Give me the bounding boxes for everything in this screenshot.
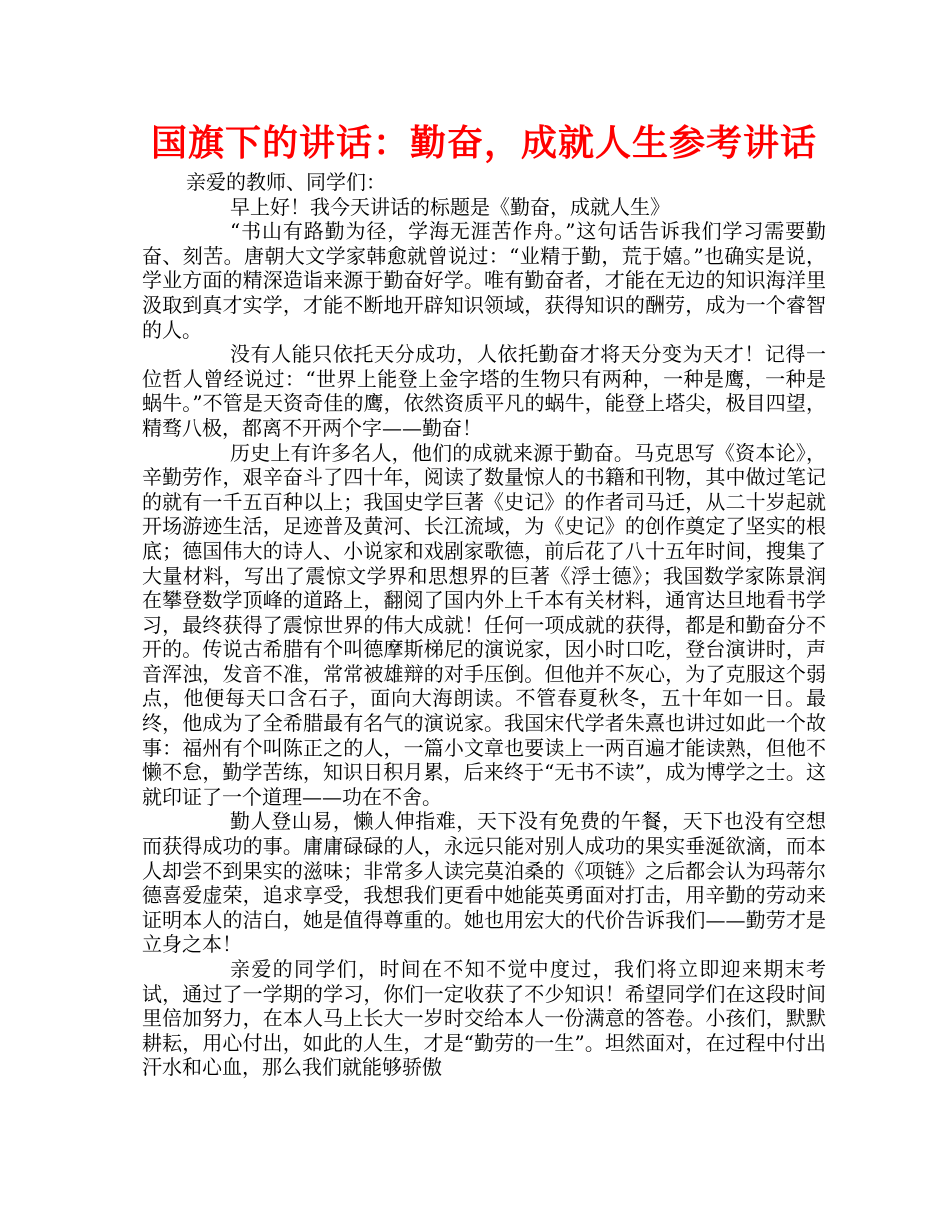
document-body <box>142 170 826 1080</box>
document-page <box>142 118 826 1080</box>
paragraph-history: 历史上有许多名人，他们的成就来源于勤奋。马克思写《资本论》，辛勤劳作，艰辛奋斗了四十年，阅读了数量惊人的书籍和刊物，其中做过笔记的就有一千五百种以上；我国史学巨著《史记》的作者司马迁，从二十岁起就开场游迹生活，足迹普及黄河、长江流域，为《史记》的创作奠定了坚实的根底；德国伟大的诗人、小说家和戏剧家歌德，前后花了八十五年时间，搜集了大量材料，写出了震惊文学界和思想界的巨著《浮士德》；我国数学家陈景润在攀登数学顶峰的道路上，翻阅了国内外上千本有关材料，通宵达旦地看书学习，最终获得了震惊世界的伟大成就！任何一项成就的获得，都是和勤奋分不开的。传说古希腊有个叫德摩斯梯尼的演说家，因小时口吃，登台演讲时，声音浑浊，发音不准，常常被雄辩的对手压倒。但他并不灰心，为了克服这个弱点，他便每天口含石子，面向大海朗读。不管春夏秋冬，五十年如一日。最终，他成为了全希腊最有名气的演说家。我国宋代学者朱熹也讲过如此一个故事：福州有个叫陈正之的人，一篇小文章也要读上一两百遍才能读熟，但他不懒不怠，勤学苦练，知识日积月累，后来终于“无书不读”，成为博学之士。这就印证了一个道理——功在不舍。 <box>142 440 826 809</box>
paragraph-effort: 勤人登山易，懒人伸指难，天下没有免费的午餐，天下也没有空想而获得成功的事。庸庸碌碌的人，永远只能对别人成功的果实垂涎欲滴，而本人却尝不到果实的滋味；非常多人读完莫泊桑的《项链》之后都会认为玛蒂尔德喜爱虚荣，追求享受，我想我们更看中她能英勇面对打击，用辛勤的劳动来证明本人的洁白，她是值得尊重的。她也用宏大的代价告诉我们——勤劳才是立身之本！ <box>142 809 826 957</box>
paragraph-talent: 没有人能只依托天分成功，人依托勤奋才将天分变为天才！记得一位哲人曾经说过：“世界上能登上金字塔的生物只有两种，一种是鹰，一种是蜗牛。”不管是天资奇佳的鹰，依然资质平凡的蜗牛，能登上塔尖，极目四望，精骛八极，都离不开两个字——勤奋！ <box>142 342 826 440</box>
paragraph-closing: 亲爱的同学们，时间在不知不觉中度过，我们将立即迎来期末考试，通过了一学期的学习，你们一定收获了不少知识！希望同学们在这段时间里倍加努力，在本人马上长大一岁时交给本人一份满意的答卷。小孩们，默默耕耘，用心付出，如此的人生，才是“勤劳的一生”。坦然面对，在过程中付出汗水和心血，那么我们就能够骄傲 <box>142 957 826 1080</box>
document-title: 国旗下的讲话：勤奋，成就人生参考讲话 <box>150 123 817 164</box>
salutation: 亲爱的教师、同学们： <box>186 170 386 194</box>
paragraph-diligence-quote: “书山有路勤为径，学海无涯苦作舟。”这句话告诉我们学习需要勤奋、刻苦。唐朝大文学家韩愈就曾说过：“业精于勤，荒于嬉。”也确实是说，学业方面的精深造诣来源于勤奋好学。唯有勤奋者，才能在无边的知识海洋里汲取到真才实学，才能不断地开辟知识领域，获得知识的酬劳，成为一个睿智的人。 <box>142 219 826 342</box>
paragraph-greeting: 早上好！我今天讲话的标题是《勤奋，成就人生》 <box>230 194 670 219</box>
